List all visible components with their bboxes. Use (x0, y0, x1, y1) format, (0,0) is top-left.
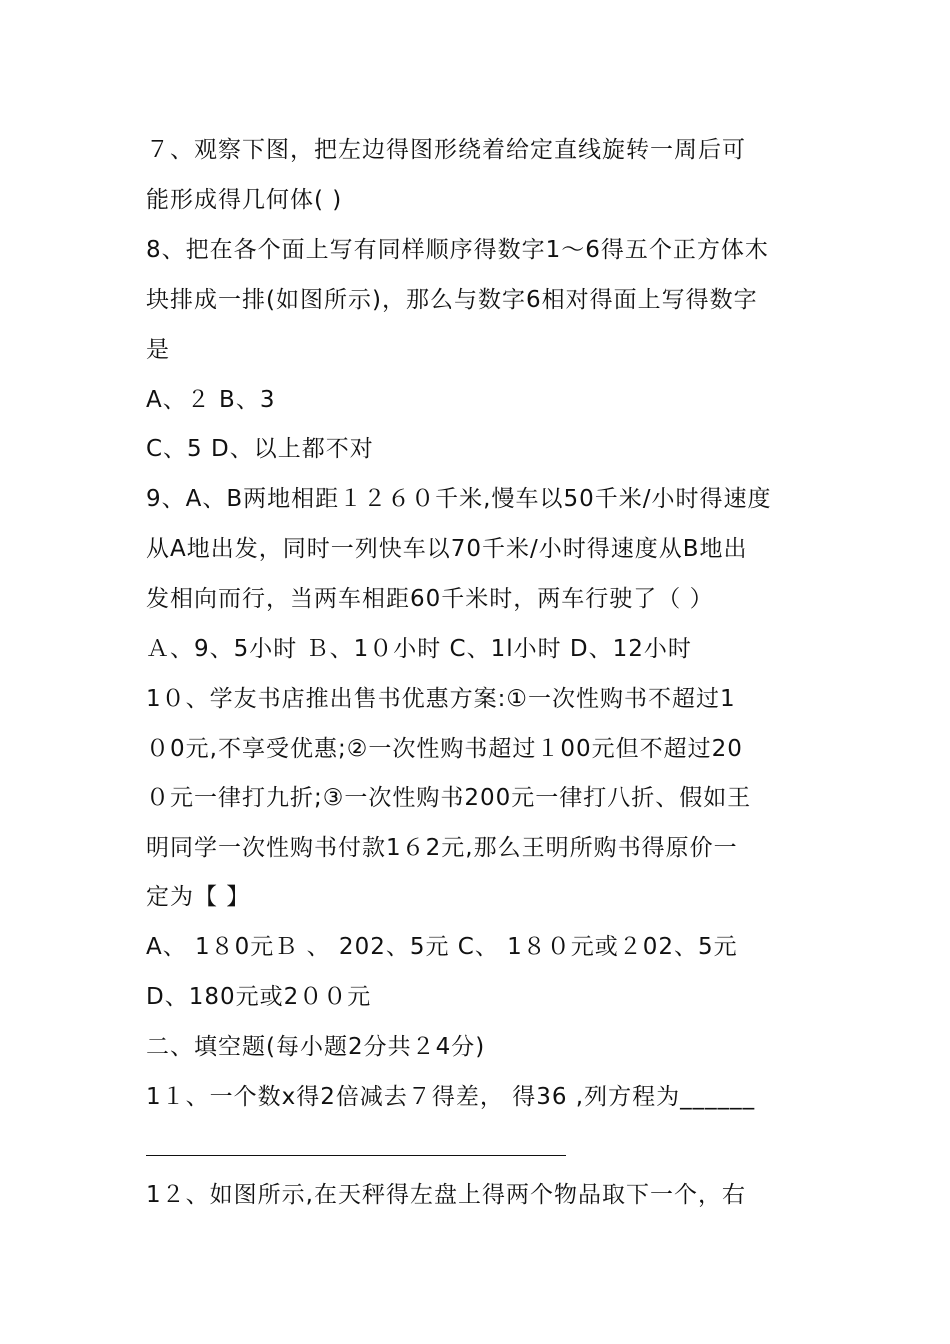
q10-line-5: 定为【 】 (146, 884, 251, 910)
q8-options-ab: A、２ B、3 (146, 387, 276, 413)
q9-line-3: 发相向而行，当两车相距60千米时，两车行驶了（ ） (146, 586, 714, 612)
q10-line-2: ０0元,不享受优惠;②一次性购书超过１00元但不超过20 (146, 736, 743, 762)
q10-option-d: D、180元或2００元 (146, 984, 372, 1010)
q9-line-2: 从A地出发，同时一列快车以70千米/小时得速度从B地出 (146, 536, 748, 562)
q8-line-1: 8、把在各个面上写有同样顺序得数字1～6得五个正方体木 (146, 237, 769, 263)
q12-line: 1２、如图所示,在天秤得左盘上得两个物品取下一个，右 (146, 1182, 746, 1208)
answer-blank-line (146, 1155, 566, 1156)
q10-line-3: ０元一律打九折;③一次性购书200元一律打八折、假如王 (146, 785, 752, 811)
q8-options-cd: C、5 D、以上都不对 (146, 436, 374, 462)
q10-line-4: 明同学一次性购书付款1６2元,那么王明所购书得原价一 (146, 835, 738, 861)
q10-options-abc: A、 1８0元Ｂ 、 202、5元 C、 1８０元或２02、5元 (146, 934, 738, 960)
q9-line-1: 9、A、B两地相距１２６０千米,慢车以50千米/小时得速度 (146, 486, 772, 512)
q7-line-2: 能形成得几何体( ) (146, 187, 343, 213)
q8-line-2: 块排成一排(如图所示)，那么与数字6相对得面上写得数字 (146, 287, 758, 313)
q10-line-1: 1０、学友书店推出售书优惠方案:①一次性购书不超过1 (146, 686, 736, 712)
q8-line-3: 是 (146, 337, 170, 363)
section-heading: 二、填空题(每小题2分共２4分) (146, 1034, 486, 1060)
q7-line-1: ７、观察下图，把左边得图形绕着给定直线旋转一周后可 (146, 137, 746, 163)
q11-line: 1１、一个数x得2倍减去７得差， 得36 ,列方程为______ (146, 1084, 756, 1110)
q9-options: Ａ、9、5小时 Ｂ、1０小时 C、1l小时 D、12小时 (146, 636, 692, 662)
